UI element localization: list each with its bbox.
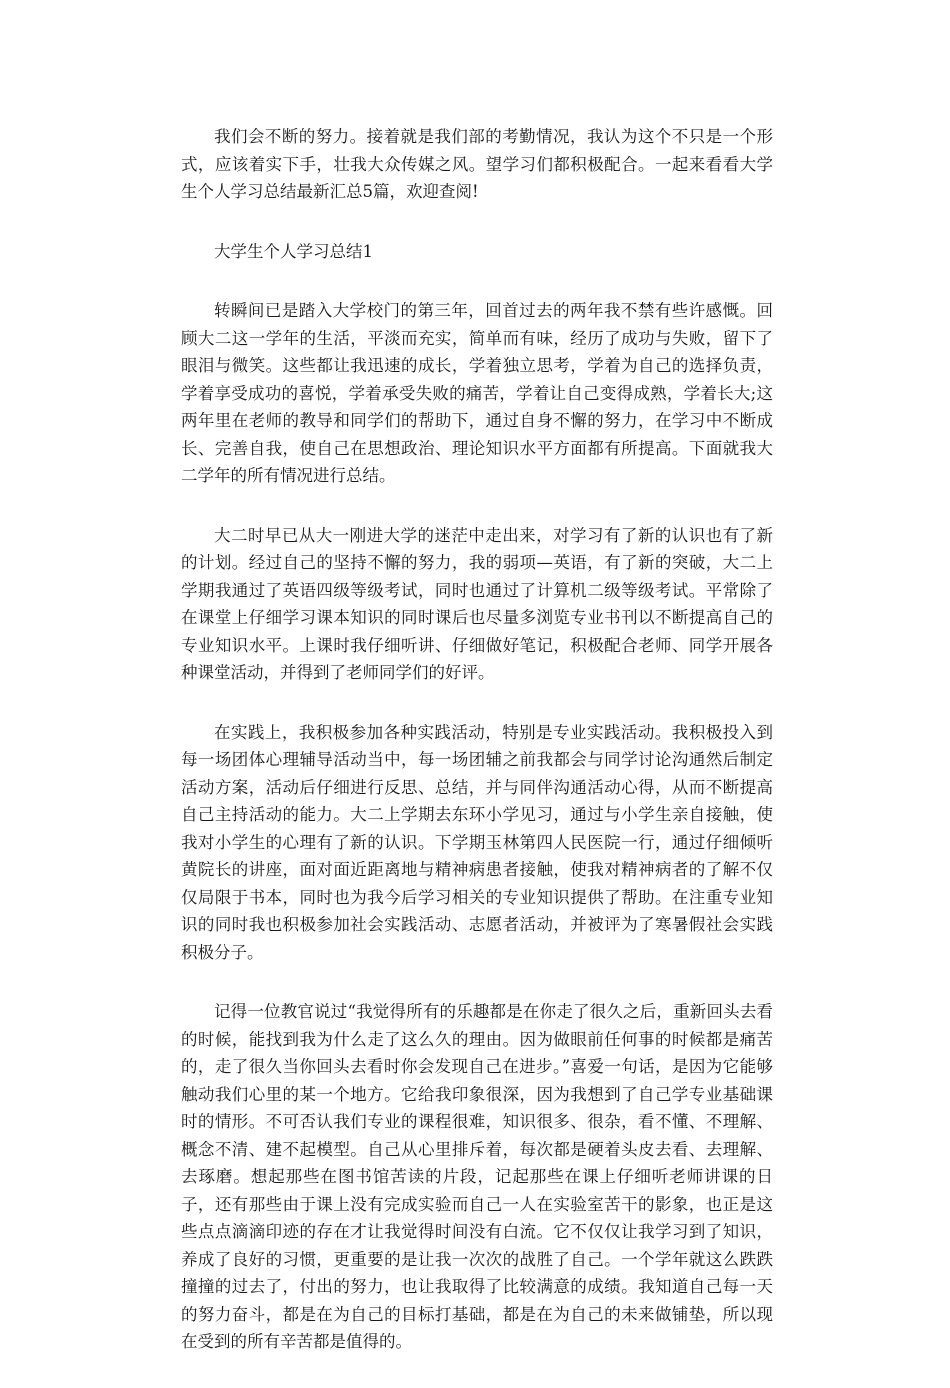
body-paragraph-2: 大二时早已从大一刚进大学的迷茫中走出来，对学习有了新的认识也有了新的计划。经过自己的坚持不懈的努力，我的弱项—英语，有了新的突破，大二上学期我通过了英语四级等级考试，同时也通过了计算机二级等级考试。平常除了在课堂上仔细学习课本知识的同时课后也尽量多浏览专业书刊以不断提高自己的专业知识水平。上课时我仔细听讲、仔细做好笔记，积极配合老师、同学开展各种课堂活动，并得到了老师同学们的好评。 — [181, 525, 773, 682]
intro-paragraph: 我们会不断的努力。接着就是我们部的考勤情况，我认为这个不只是一个形式，应该着实下手，壮我大众传媒之风。望学习们都积极配合。一起来看看大学生个人学习总结最新汇总5篇，欢迎查阅! — [181, 127, 773, 201]
body-paragraph-3: 在实践上，我积极参加各种实践活动，特别是专业实践活动。我积极投入到每一场团体心理辅导活动当中，每一场团辅之前我都会与同学讨论沟通然后制定活动方案，活动后仔细进行反思、总结，并与同伴沟通活动心得，从而不断提高自己主持活动的能力。大二上学期去东环小学见习，通过与小学生亲自接触，使我对小学生的心理有了新的认识。下学期玉林第四人民医院一行，通过仔细倾听黄院长的讲座，面对面近距离地与精神病患者接触，使我对精神病者的了解不仅仅局限于书本，同时也为我今后学习相关的专业知识提供了帮助。在注重专业知识的同时我也积极参加社会实践活动、志愿者活动，并被评为了寒暑假社会实践积极分子。 — [181, 722, 773, 962]
body-paragraph-1: 转瞬间已是踏入大学校门的第三年，回首过去的两年我不禁有些许感慨。回顾大二这一学年的生活，平淡而充实，简单而有味，经历了成功与失败，留下了眼泪与微笑。这些都让我迅速的成长，学着独立思考，学着为自己的选择负责，学着享受成功的喜悦，学着承受失败的痛苦，学着让自己变得成熟，学着长大;这两年里在老师的教导和同学们的帮助下，通过自身不懈的努力，在学习中不断成长、完善自我，使自己在思想政治、理论知识水平方面都有所提高。下面就我大二学年的所有情况进行总结。 — [181, 301, 773, 485]
body-paragraph-4: 记得一位教官说过“我觉得所有的乐趣都是在你走了很久之后，重新回头去看的时候，能找到我为什么走了这么久的理由。因为做眼前任何事的时候都是痛苦的，走了很久当你回头去看时你会发现自己在进步。”喜爱一句话，是因为它能够触动我们心里的某一个地方。它给我印象很深，因为我想到了自己学专业基础课时的情形。不可否认我们专业的课程很难，知识很多、很杂，看不懂、不理解、概念不清、建不起模型。自己从心里排斥着，每次都是硬着头皮去看、去理解、去琢磨。想起那些在图书馆苦读的片段，记起那些在课上仔细听老师讲课的日子，还有那些由于课上没有完成实验而自己一人在实验室苦干的影象，也正是这些点点滴滴印迹的存在才让我觉得时间没有白流。它不仅仅让我学习到了知识，养成了良好的习惯，更重要的是让我一次次的战胜了自己。一个学年就这么跌跌撞撞的过去了，付出的努力，也让我取得了比较满意的成绩。我知道自己每一天的努力奋斗，都是在为自己的目标打基础，都是在为自己的未来做铺垫，所以现在受到的所有辛苦都是值得的。 — [181, 1002, 773, 1351]
section-heading: 大学生个人学习总结1 — [214, 241, 373, 261]
document-page — [181, 123, 773, 1388]
